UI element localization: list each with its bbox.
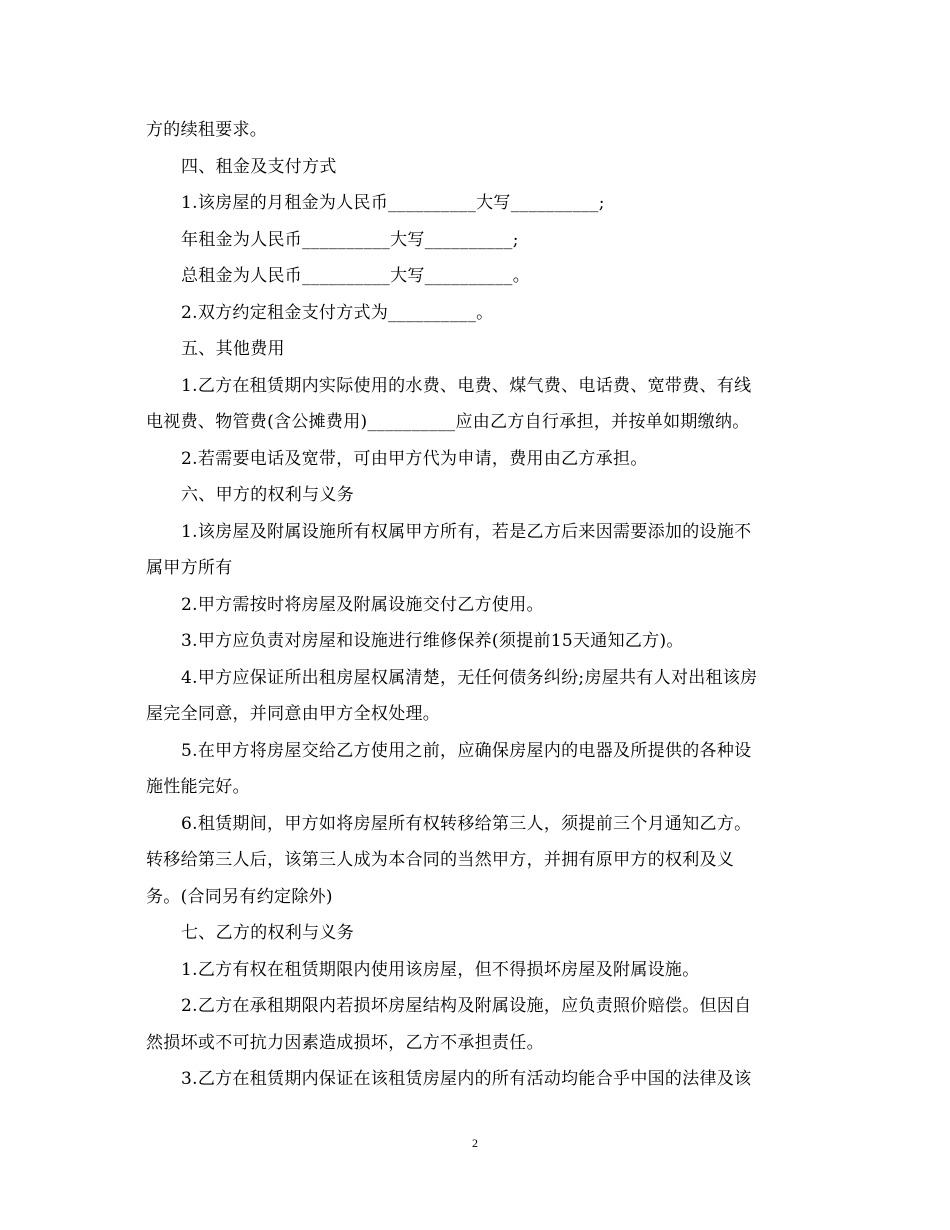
text-line: 2.甲方需按时将房屋及附属设施交付乙方使用。 [181, 594, 544, 615]
page-number: 2 [472, 1136, 478, 1150]
text-line: 4.甲方应保证所出租房屋权属清楚，无任何债务纠纷;房屋共有人对出租该房 [181, 667, 758, 688]
text-line: 六、甲方的权利与义务 [181, 485, 354, 505]
text-line: 转移给第三人后，该第三人成为本合同的当然甲方，并拥有原甲方的权利及义 [146, 850, 735, 870]
text-line: 3.甲方应负责对房屋和设施进行维修保养(须提前15天通知乙方)。 [181, 631, 684, 651]
text-line: 5.在甲方将房屋交给乙方使用之前，应确保房屋内的电器及所提供的各种设 [181, 740, 752, 761]
text-line: 务。(合同另有约定除外) [146, 886, 333, 907]
text-line: 1.乙方有权在租赁期限内使用该房屋，但不得损坏房屋及附属设施。 [181, 959, 700, 980]
text-line: 6.租赁期间，甲方如将房屋所有权转移给第三人，须提前三个月通知乙方。 [181, 813, 752, 834]
text-line: 五、其他费用 [181, 339, 285, 359]
text-line: 2.若需要电话及宽带，可由甲方代为申请，费用由乙方承担。 [181, 448, 648, 469]
text-line: 电视费、物管费(含公摊费用)__________应由乙方自行承担，并按单如期缴纳。 [146, 412, 750, 432]
text-line: 1.乙方在租赁期内实际使用的水费、电费、煤气费、电话费、宽带费、有线 [181, 375, 752, 396]
document-body [146, 112, 806, 1098]
text-line: 四、租金及支付方式 [181, 156, 337, 177]
text-line: 七、乙方的权利与义务 [181, 923, 354, 943]
text-line: 总租金为人民币__________大写__________。 [181, 266, 530, 286]
text-line: 1.该房屋及附属设施所有权属甲方所有，若是乙方后来因需要添加的设施不 [181, 521, 752, 542]
text-line: 2.双方约定租金支付方式为__________。 [181, 302, 494, 323]
text-line: 2.乙方在承租期限内若损坏房屋结构及附属设施，应负责照价赔偿。但因自 [181, 996, 752, 1016]
text-line: 施性能完好。 [146, 777, 250, 797]
text-line: 然损坏或不可抗力因素造成损坏，乙方不承担责任。 [146, 1032, 544, 1053]
text-line: 屋完全同意，并同意由甲方全权处理。 [146, 704, 441, 724]
text-line: 3.乙方在租赁期内保证在该租赁房屋内的所有活动均能合乎中国的法律及该 [181, 1069, 752, 1089]
text-line: 属甲方所有 [146, 558, 233, 578]
text-line: 方的续租要求。 [146, 120, 268, 140]
text-line: 1.该房屋的月租金为人民币__________大写__________; [181, 193, 605, 213]
text-line: 年租金为人民币__________大写__________; [181, 229, 519, 250]
